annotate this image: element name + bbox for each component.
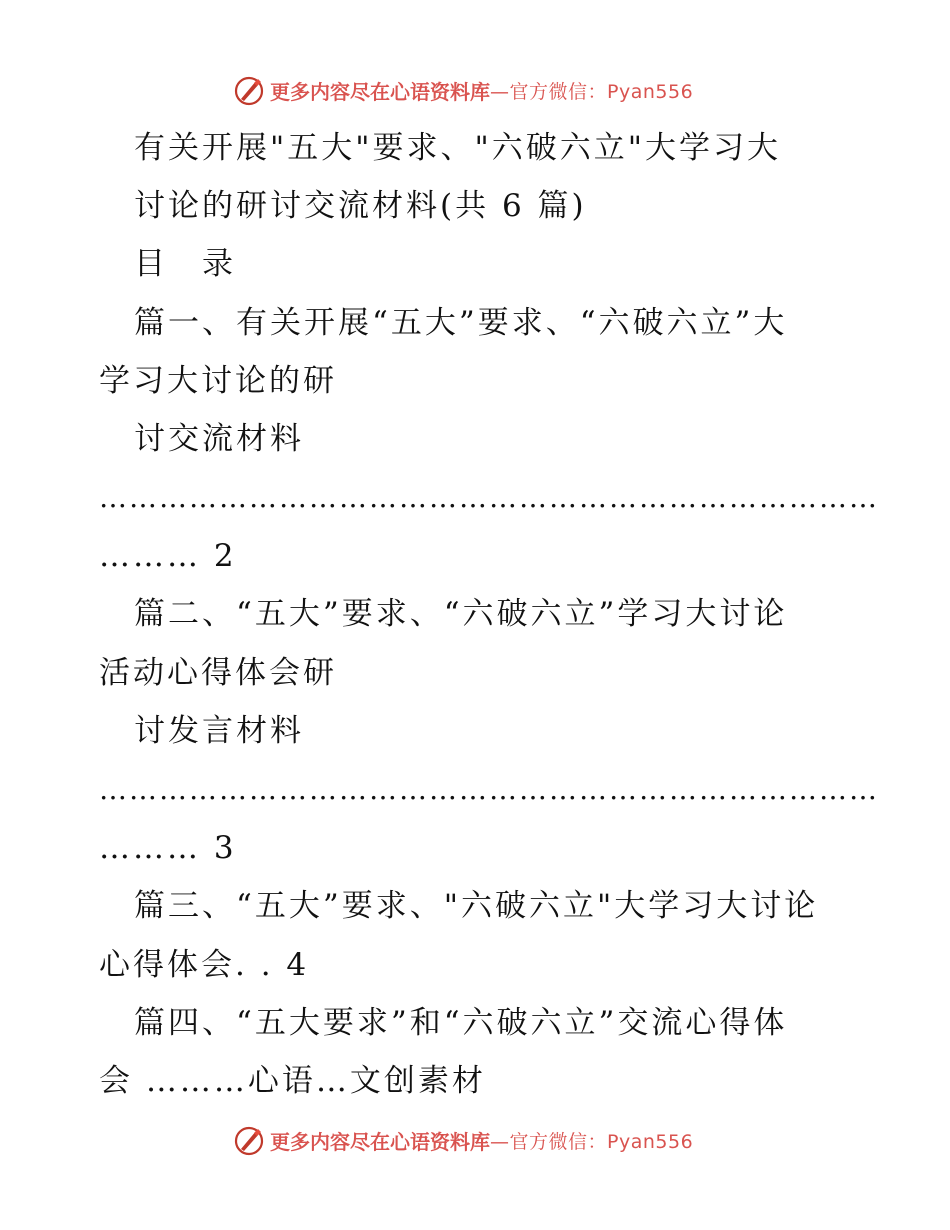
doc-title-line-2: 讨论的研讨交流材料(共 6 篇) <box>134 188 587 224</box>
toc-entry-2-leader-dots: …………………………………………………………………… <box>99 773 879 806</box>
watermark-banner-top <box>232 72 693 108</box>
toc-entry-2-page-number: ……… 3 <box>99 830 237 866</box>
watermark-text-main: 更多内容尽在心语资料库 <box>270 79 490 104</box>
toc-entry-1-line-3: 讨交流材料 <box>134 421 304 457</box>
toc-entry-2-line-1: 篇二、“五大”要求、“六破六立”学习大讨论 <box>134 596 788 632</box>
toc-entry-2-line-3: 讨发言材料 <box>134 713 304 749</box>
toc-entry-4-line-2: 会 ………心语…文创素材 <box>99 1063 486 1099</box>
watermark-text-wechat: —官方微信：Pyan556 <box>490 80 694 103</box>
watermark-text-wechat: —官方微信：Pyan556 <box>490 1130 694 1153</box>
quill-pen-logo-icon <box>232 73 266 107</box>
toc-entry-1-page-number: ……… 2 <box>99 538 237 574</box>
toc-entry-1-line-1: 篇一、有关开展“五大”要求、“六破六立”大 <box>134 305 788 341</box>
toc-entry-1-leader-dots: …………………………………………………………………… <box>99 481 879 514</box>
toc-entry-3-line-2: 心得体会. . 4 <box>99 947 310 983</box>
toc-entry-1-line-2: 学习大讨论的研 <box>99 363 337 399</box>
toc-entry-3-line-1: 篇三、“五大”要求、"六破六立"大学习大讨论 <box>134 888 819 924</box>
doc-title-line-1: 有关开展"五大"要求、"六破六立"大学习大 <box>134 130 782 166</box>
watermark-banner-bottom <box>232 1122 693 1158</box>
quill-pen-logo-icon <box>232 1123 266 1157</box>
toc-heading: 目 录 <box>134 246 236 282</box>
toc-entry-2-line-2: 活动心得体会研 <box>99 655 337 691</box>
watermark-text-main: 更多内容尽在心语资料库 <box>270 1129 490 1154</box>
toc-entry-4-line-1: 篇四、“五大要求”和“六破六立”交流心得体 <box>134 1005 788 1041</box>
